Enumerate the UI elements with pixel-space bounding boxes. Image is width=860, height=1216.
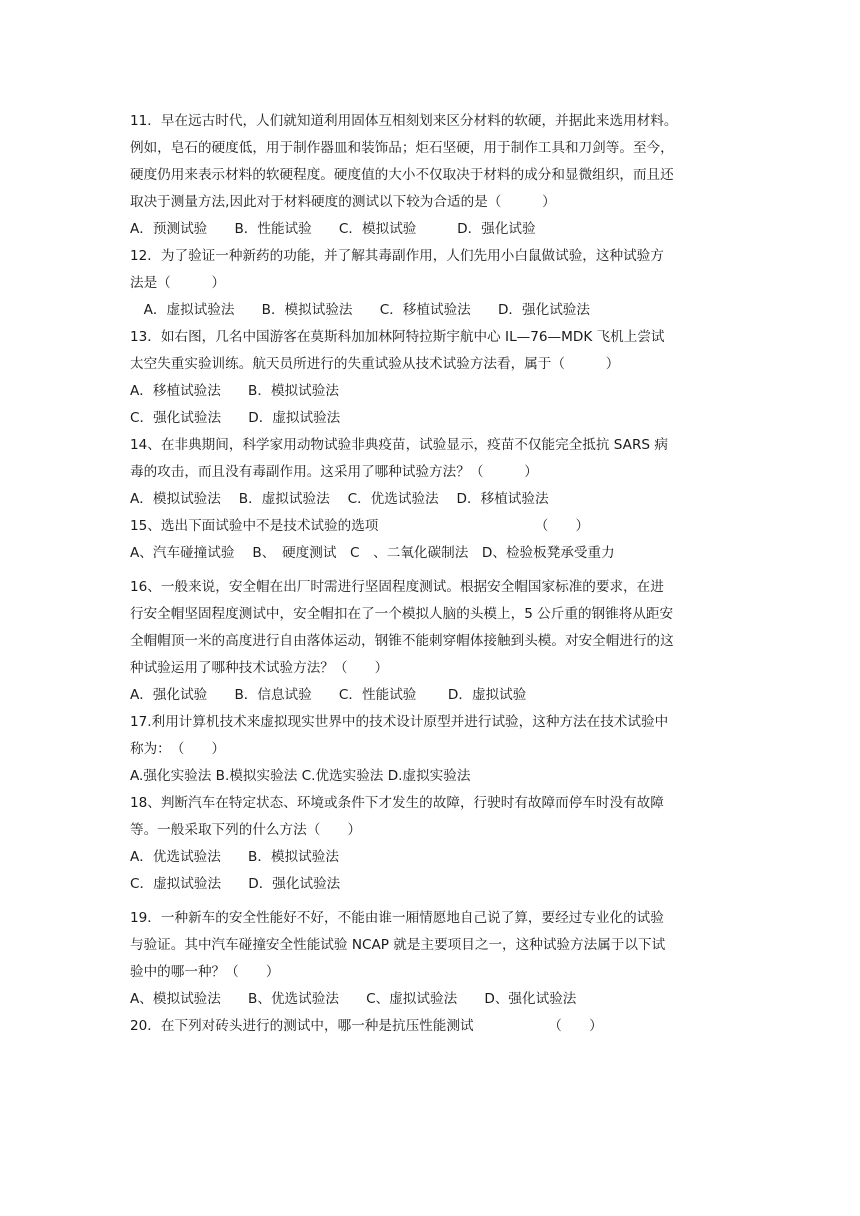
document-page: [130, 108, 734, 1040]
question-20: [130, 1013, 734, 1040]
answer-options: A、汽车碰撞试验 B、 硬度测试 C 、二氧化碳制法 D、检验板凳承受重力: [130, 545, 615, 561]
question-text-line: 11．早在远古时代，人们就知道利用固体互相刻划来区分材料的软硬，并据此来选用材料。: [130, 113, 678, 129]
question-text-line: 行安全帽坚固程度测试中，安全帽扣在了一个模拟人脑的头模上，5 公斤重的钢锥将从距安: [130, 606, 674, 622]
question-text-line: 全帽帽顶一米的高度进行自由落体运动，钢锥不能刺穿帽体接触到头模。对安全帽进行的这: [130, 633, 674, 649]
spacer: [130, 898, 734, 905]
answer-options: A．虚拟试验法 B．模拟试验法 C．移植试验法 D．强化试验法: [130, 302, 590, 318]
answer-options: A．强化试验 B．信息试验 C．性能试验 D．虚拟试验: [130, 687, 527, 703]
answer-options: A．移植试验法 B．模拟试验法: [130, 383, 339, 399]
answer-options: A.强化实验法 B.模拟实验法 C.优选实验法 D.虚拟实验法: [130, 768, 471, 784]
question-18: [130, 790, 734, 898]
question-19: [130, 905, 734, 1013]
question-text-line: 20．在下列对砖头进行的测试中，哪一种是抗压性能测试 （ ）: [130, 1018, 603, 1034]
answer-options: C．强化试验法 D．虚拟试验法: [130, 410, 341, 426]
question-text-line: 14、在非典期间，科学家用动物试验非典疫苗，试验显示，疫苗不仅能完全抵抗 SARS 病: [130, 437, 668, 453]
question-text-line: 17.利用计算机技术来虚拟现实世界中的技术设计原型并进行试验，这种方法在技术试验中: [130, 714, 669, 730]
question-17: [130, 709, 734, 790]
question-text-line: 验中的哪一种？（ ）: [130, 964, 280, 980]
question-text-line: 16、一般来说，安全帽在出厂时需进行坚固程度测试。根据安全帽国家标准的要求，在进: [130, 579, 664, 595]
question-text-line: 13．如右图，几名中国游客在莫斯科加加林阿特拉斯宇航中心 IL—76—MDK 飞机上尝试: [130, 329, 665, 345]
question-15: [130, 513, 734, 567]
question-text-line: 12．为了验证一种新药的功能，并了解其毒副作用，人们先用小白鼠做试验，这种试验方: [130, 248, 664, 264]
question-text-line: 取决于测量方法,因此对于材料硬度的测试以下较为合适的是（ ）: [130, 194, 556, 210]
question-11: [130, 108, 734, 243]
question-text-line: 称为： （ ）: [130, 741, 226, 757]
answer-options: C．虚拟试验法 D．强化试验法: [130, 876, 341, 892]
answer-options: A．优选试验法 B．模拟试验法: [130, 849, 339, 865]
question-text-line: 种试验运用了哪种技术试验方法？（ ）: [130, 660, 389, 676]
question-text-line: 硬度仍用来表示材料的软硬程度。硬度值的大小不仅取决于材料的成分和显微组织，而且还: [130, 167, 674, 183]
question-14: [130, 432, 734, 513]
question-text-line: 等。一般采取下列的什么方法（ ）: [130, 822, 362, 838]
answer-options: A．预测试验 B．性能试验 C．模拟试验 D．强化试验: [130, 221, 536, 237]
question-text-line: 18、判断汽车在特定状态、环境或条件下才发生的故障，行驶时有故障而停车时没有故障: [130, 795, 664, 811]
spacer: [130, 567, 734, 574]
question-text-line: 毒的攻击，而且没有毒副作用。这采用了哪种试验方法？（ ）: [130, 464, 538, 480]
question-text-line: 与验证。其中汽车碰撞安全性能试验 NCAP 就是主要项目之一，这种试验方法属于以下试: [130, 937, 666, 953]
question-text-line: 15、选出下面试验中不是技术试验的选项 （ ）: [130, 518, 590, 534]
question-text-line: 19．一种新车的安全性能好不好，不能由谁一厢情愿地自己说了算，要经过专业化的试验: [130, 910, 664, 926]
question-text-line: 法是（ ）: [130, 275, 226, 291]
question-text-line: 太空失重实验训练。航天员所进行的失重试验从技术试验方法看，属于（ ）: [130, 356, 620, 372]
answer-options: A．模拟试验法 B．虚拟试验法 C．优选试验法 D．移植试验法: [130, 491, 549, 507]
question-12: [130, 243, 734, 324]
question-13: [130, 324, 734, 432]
question-16: [130, 574, 734, 709]
question-text-line: 例如，皂石的硬度低，用于制作器皿和装饰品；炬石坚硬，用于制作工具和刀剑等。至今，: [130, 140, 674, 156]
answer-options: A、模拟试验法 B、优选试验法 C、虚拟试验法 D、强化试验法: [130, 991, 577, 1007]
